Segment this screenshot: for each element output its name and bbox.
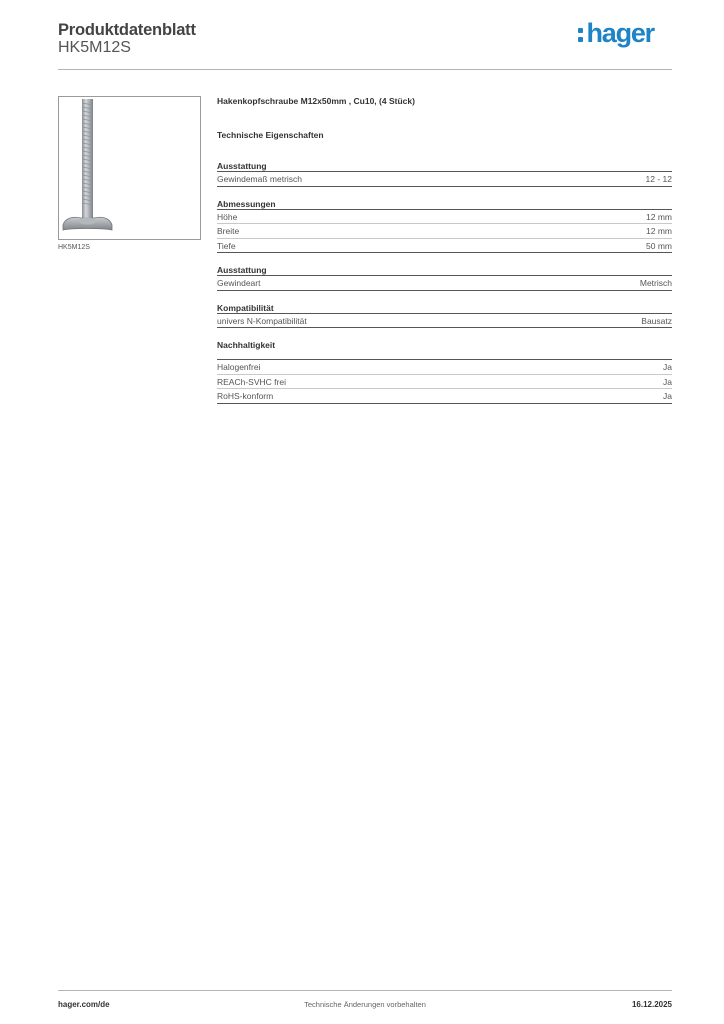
spec-row (217, 239, 672, 254)
spec-value: Ja (663, 362, 672, 372)
spec-group-ausstattung (217, 160, 672, 187)
spec-row (217, 389, 672, 404)
spec-value: 12 mm (646, 226, 672, 236)
footer-date: 16.12.2025 (631, 1000, 672, 1009)
spec-row (217, 314, 672, 329)
hager-logo (578, 18, 654, 48)
spec-label: Gewindemaß metrisch (217, 174, 303, 184)
logo-dots-icon (578, 23, 584, 45)
spec-group-nachhaltigkeit (217, 339, 672, 404)
spec-row (217, 224, 672, 239)
spec-value: Ja (663, 391, 672, 401)
spec-group-title: Abmessungen (217, 198, 672, 210)
logo-text: hager (586, 18, 654, 48)
spec-label: Breite (217, 226, 240, 236)
spec-group-kompatibilitaet (217, 302, 672, 329)
page-footer (58, 990, 672, 1014)
section-heading: Technische Eigenschaften (217, 130, 324, 140)
hook-head-screw-icon (59, 97, 200, 239)
spec-row (217, 276, 672, 291)
spec-group-title: Nachhaltigkeit (217, 339, 672, 360)
spec-row (217, 210, 672, 225)
spec-group-title: Kompatibilität (217, 302, 672, 314)
image-caption: HK5M12S (58, 244, 90, 251)
spec-label: Gewindeart (217, 278, 261, 288)
product-description: Hakenkopfschraube M12x50mm , Cu10, (4 Stück) (217, 96, 415, 106)
page-title: Produktdatenblatt (58, 21, 196, 39)
product-code: HK5M12S (58, 39, 131, 56)
spec-group-title: Ausstattung (217, 264, 672, 276)
product-image (58, 96, 201, 240)
spec-row (217, 360, 672, 375)
spec-content (217, 96, 672, 415)
spec-label: REACh-SVHC frei (217, 376, 286, 387)
spec-group-title: Ausstattung (217, 160, 672, 172)
spec-group-abmessungen (217, 198, 672, 254)
spec-label: Höhe (217, 211, 238, 222)
spec-label: Halogenfrei (217, 362, 261, 372)
footer-website-link[interactable]: hager.com/de (58, 1000, 110, 1009)
spec-value: 12 - 12 (645, 174, 672, 184)
spec-value: 50 mm (646, 240, 672, 251)
spec-value: Ja (663, 376, 672, 387)
page-header (58, 18, 672, 70)
spec-group-ausstattung-2 (217, 264, 672, 291)
footer-notice: Technische Änderungen vorbehalten (304, 1000, 426, 1009)
spec-row (217, 375, 672, 390)
spec-value: 12 mm (646, 211, 672, 222)
spec-value: Metrisch (639, 278, 672, 288)
spec-value: Bausatz (641, 315, 672, 326)
spec-label: Tiefe (217, 240, 236, 251)
spec-label: RoHS-konform (217, 391, 274, 401)
spec-label: univers N-Kompatibilität (217, 315, 307, 326)
spec-row (217, 172, 672, 187)
